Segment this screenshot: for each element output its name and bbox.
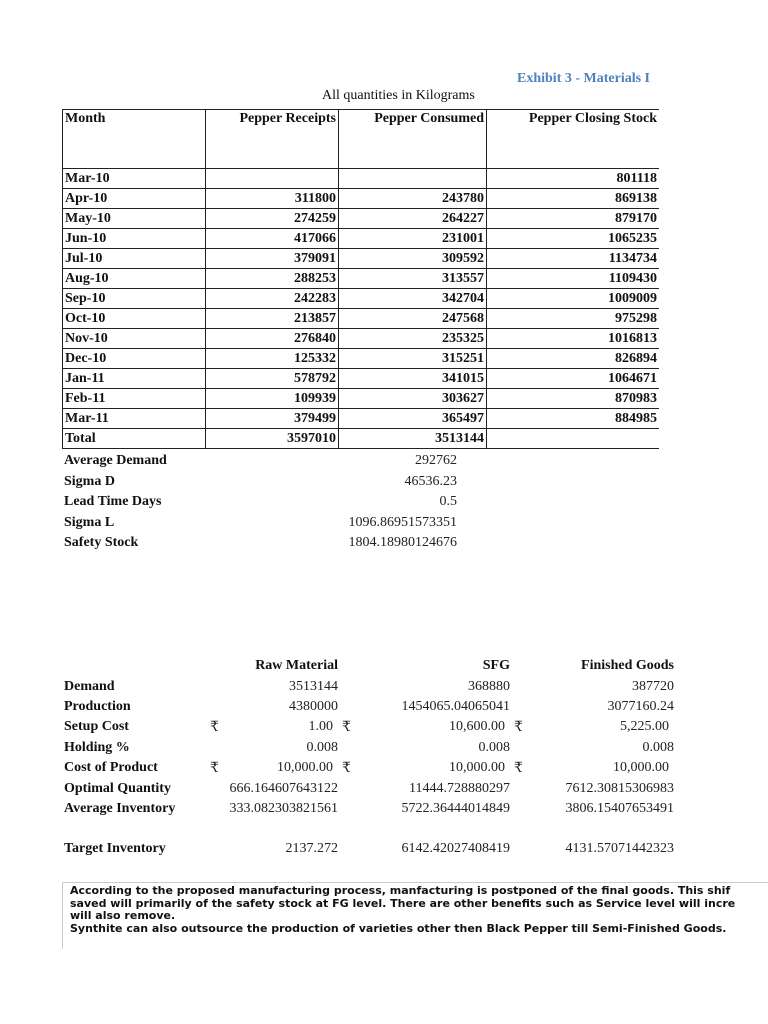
eoq-value-cell <box>510 781 674 797</box>
table-row <box>63 329 660 349</box>
materials-stock-table <box>62 109 659 449</box>
eoq-value: 666.164607643122 <box>229 780 338 796</box>
month-cell: Feb-11 <box>63 389 206 409</box>
eoq-value-cell <box>338 781 510 797</box>
table-row <box>63 189 660 209</box>
eoq-value-cell <box>204 679 338 695</box>
eoq-value: 6142.42027408419 <box>401 841 510 857</box>
eoq-row <box>64 758 674 778</box>
month-cell: Total <box>63 429 206 449</box>
month-cell: Aug-10 <box>63 269 206 289</box>
value-cell: 826894 <box>487 349 660 369</box>
table-row <box>63 229 660 249</box>
value-cell: 578792 <box>206 369 339 389</box>
rupee-icon: ₹ <box>342 720 351 736</box>
table-row <box>63 269 660 289</box>
rupee-icon: ₹ <box>210 720 219 736</box>
eoq-value-cell <box>338 760 510 776</box>
eoq-value: 1.00 <box>308 719 333 735</box>
eoq-column-header: Raw Material <box>255 658 338 674</box>
value-cell: 311800 <box>206 189 339 209</box>
value-cell: 276840 <box>206 329 339 349</box>
column-header: Pepper Closing Stock <box>487 110 660 169</box>
eoq-value-cell <box>204 699 338 715</box>
eoq-value-cell <box>510 801 674 817</box>
exhibit-title: Exhibit 3 - Materials I <box>517 71 650 86</box>
demand-statistics <box>64 453 457 556</box>
table-row <box>63 249 660 269</box>
eoq-value: 1454065.04065041 <box>401 698 510 714</box>
eoq-value-cell <box>338 841 510 857</box>
value-cell: 242283 <box>206 289 339 309</box>
value-cell: 247568 <box>339 309 487 329</box>
eoq-value: 333.082303821561 <box>229 800 338 816</box>
note-line: saved will primarily of the safety stock at FG level. There are other benefits such as Service level will incre <box>70 896 736 910</box>
month-cell: Sep-10 <box>63 289 206 309</box>
value-cell: 315251 <box>339 349 487 369</box>
eoq-value: 5722.36444014849 <box>401 800 510 816</box>
value-cell: 870983 <box>487 389 660 409</box>
month-cell: Nov-10 <box>63 329 206 349</box>
note-line: will also remove. <box>70 909 176 922</box>
value-cell <box>487 429 660 449</box>
month-cell: Apr-10 <box>63 189 206 209</box>
value-cell: 235325 <box>339 329 487 349</box>
eoq-row <box>64 738 674 758</box>
value-cell: 213857 <box>206 309 339 329</box>
table-row <box>63 389 660 409</box>
eoq-value: 4131.57071442323 <box>565 841 674 857</box>
eoq-value-cell <box>338 740 510 756</box>
eoq-value: 387720 <box>632 678 674 694</box>
value-cell <box>206 169 339 189</box>
value-cell: 342704 <box>339 289 487 309</box>
stat-value: 0.5 <box>439 494 457 509</box>
value-cell: 109939 <box>206 389 339 409</box>
eoq-value: 5,225.00 <box>620 719 669 735</box>
month-cell: Mar-10 <box>63 169 206 189</box>
stat-label: Sigma L <box>64 514 115 530</box>
eoq-value-cell <box>338 679 510 695</box>
month-cell: Mar-11 <box>63 409 206 429</box>
eoq-value: 3077160.24 <box>607 698 674 714</box>
note-line: Synthite can also outsource the production of varieties other then Black Pepper till Semi-Finished Goods. <box>70 921 727 935</box>
eoq-value: 0.008 <box>478 739 510 755</box>
stat-value: 292762 <box>415 453 457 468</box>
eoq-value-cell <box>510 841 674 857</box>
table-row <box>63 409 660 429</box>
stat-row <box>64 494 457 515</box>
value-cell <box>339 169 487 189</box>
eoq-value: 3513144 <box>289 678 338 694</box>
value-cell: 365497 <box>339 409 487 429</box>
stat-label: Safety Stock <box>64 535 139 550</box>
table-row <box>63 169 660 189</box>
eoq-row-label: Production <box>64 698 131 714</box>
table-row <box>63 349 660 369</box>
eoq-row-label: Target Inventory <box>64 841 166 857</box>
value-cell: 1065235 <box>487 229 660 249</box>
value-cell: 1064671 <box>487 369 660 389</box>
stat-value: 46536.23 <box>404 473 457 489</box>
value-cell: 243780 <box>339 189 487 209</box>
eoq-row <box>64 778 674 798</box>
rupee-icon: ₹ <box>514 720 523 736</box>
note-line: According to the proposed manufacturing process, manfacturing is postponed of the final goods. This shif <box>70 884 731 897</box>
month-cell: Oct-10 <box>63 309 206 329</box>
eoq-value: 368880 <box>468 678 510 694</box>
eoq-value: 0.008 <box>306 739 338 755</box>
eoq-value: 7612.30815306983 <box>565 780 674 796</box>
month-cell: Jun-10 <box>63 229 206 249</box>
value-cell: 975298 <box>487 309 660 329</box>
eoq-value: 10,000.00 <box>277 760 333 776</box>
value-cell: 288253 <box>206 269 339 289</box>
eoq-value: 3806.15407653491 <box>565 800 674 816</box>
eoq-row-label: Average Inventory <box>64 800 176 816</box>
eoq-value-cell <box>204 719 338 735</box>
eoq-value-cell <box>510 740 674 756</box>
eoq-row <box>64 697 674 717</box>
value-cell: 313557 <box>339 269 487 289</box>
units-note: All quantities in Kilograms <box>322 88 475 103</box>
month-cell: Jan-11 <box>63 369 206 389</box>
eoq-value-cell <box>204 760 338 776</box>
value-cell: 303627 <box>339 389 487 409</box>
eoq-value: 10,600.00 <box>449 719 505 735</box>
table-row <box>63 209 660 229</box>
value-cell: 264227 <box>339 209 487 229</box>
value-cell: 3513144 <box>339 429 487 449</box>
stat-value: 1804.18980124676 <box>348 535 457 550</box>
eoq-row <box>64 799 674 819</box>
value-cell: 884985 <box>487 409 660 429</box>
total-row <box>63 429 660 449</box>
value-cell: 274259 <box>206 209 339 229</box>
eoq-header-row <box>64 656 674 676</box>
eoq-value: 10,000.00 <box>449 760 505 776</box>
table-header-row <box>63 110 660 169</box>
rupee-icon: ₹ <box>210 761 219 777</box>
eoq-row-label: Demand <box>64 678 115 694</box>
month-cell: May-10 <box>63 209 206 229</box>
value-cell: 3597010 <box>206 429 339 449</box>
eoq-row-label: Setup Cost <box>64 719 129 735</box>
stat-label: Sigma D <box>64 473 115 489</box>
eoq-value-cell <box>204 740 338 756</box>
stat-row <box>64 515 457 536</box>
eoq-value-cell <box>510 760 674 776</box>
eoq-value: 2137.272 <box>285 841 338 857</box>
value-cell: 869138 <box>487 189 660 209</box>
stat-row <box>64 535 457 556</box>
value-cell: 801118 <box>487 169 660 189</box>
value-cell: 1134734 <box>487 249 660 269</box>
value-cell: 1109430 <box>487 269 660 289</box>
value-cell: 379091 <box>206 249 339 269</box>
value-cell: 341015 <box>339 369 487 389</box>
stat-row <box>64 474 457 495</box>
eoq-value-cell <box>204 841 338 857</box>
eoq-column-header: Finished Goods <box>581 658 674 674</box>
eoq-value-cell <box>204 801 338 817</box>
value-cell: 1009009 <box>487 289 660 309</box>
table-row <box>63 309 660 329</box>
eoq-value-cell <box>338 801 510 817</box>
table-row <box>63 289 660 309</box>
eoq-value: 11444.728880297 <box>409 780 510 796</box>
stat-value: 1096.86951573351 <box>348 514 457 530</box>
stat-label: Lead Time Days <box>64 494 162 509</box>
eoq-value-cell <box>338 699 510 715</box>
value-cell: 417066 <box>206 229 339 249</box>
eoq-value: 4380000 <box>289 698 338 714</box>
month-cell: Jul-10 <box>63 249 206 269</box>
eoq-value: 10,000.00 <box>613 760 669 776</box>
rupee-icon: ₹ <box>342 761 351 777</box>
value-cell: 379499 <box>206 409 339 429</box>
value-cell: 1016813 <box>487 329 660 349</box>
eoq-column-header: SFG <box>482 658 510 674</box>
month-cell: Dec-10 <box>63 349 206 369</box>
note-text-box <box>62 882 768 949</box>
value-cell: 231001 <box>339 229 487 249</box>
eoq-value-cell <box>510 679 674 695</box>
eoq-value-cell <box>204 781 338 797</box>
stat-row <box>64 453 457 474</box>
eoq-row-label: Cost of Product <box>64 760 158 776</box>
eoq-value-cell <box>510 699 674 715</box>
column-header: Month <box>63 110 206 169</box>
eoq-row <box>64 717 674 737</box>
column-header: Pepper Receipts <box>206 110 339 169</box>
rupee-icon: ₹ <box>514 761 523 777</box>
eoq-value-cell <box>510 719 674 735</box>
table-row <box>63 369 660 389</box>
eoq-value-cell <box>338 719 510 735</box>
eoq-row <box>64 839 674 859</box>
value-cell: 309592 <box>339 249 487 269</box>
value-cell: 879170 <box>487 209 660 229</box>
eoq-row <box>64 676 674 696</box>
eoq-row-label: Optimal Quantity <box>64 780 171 796</box>
eoq-table <box>64 656 674 860</box>
column-header: Pepper Consumed <box>339 110 487 169</box>
value-cell: 125332 <box>206 349 339 369</box>
eoq-row-label: Holding % <box>64 739 130 755</box>
stat-label: Average Demand <box>64 453 167 468</box>
eoq-value: 0.008 <box>642 739 674 755</box>
